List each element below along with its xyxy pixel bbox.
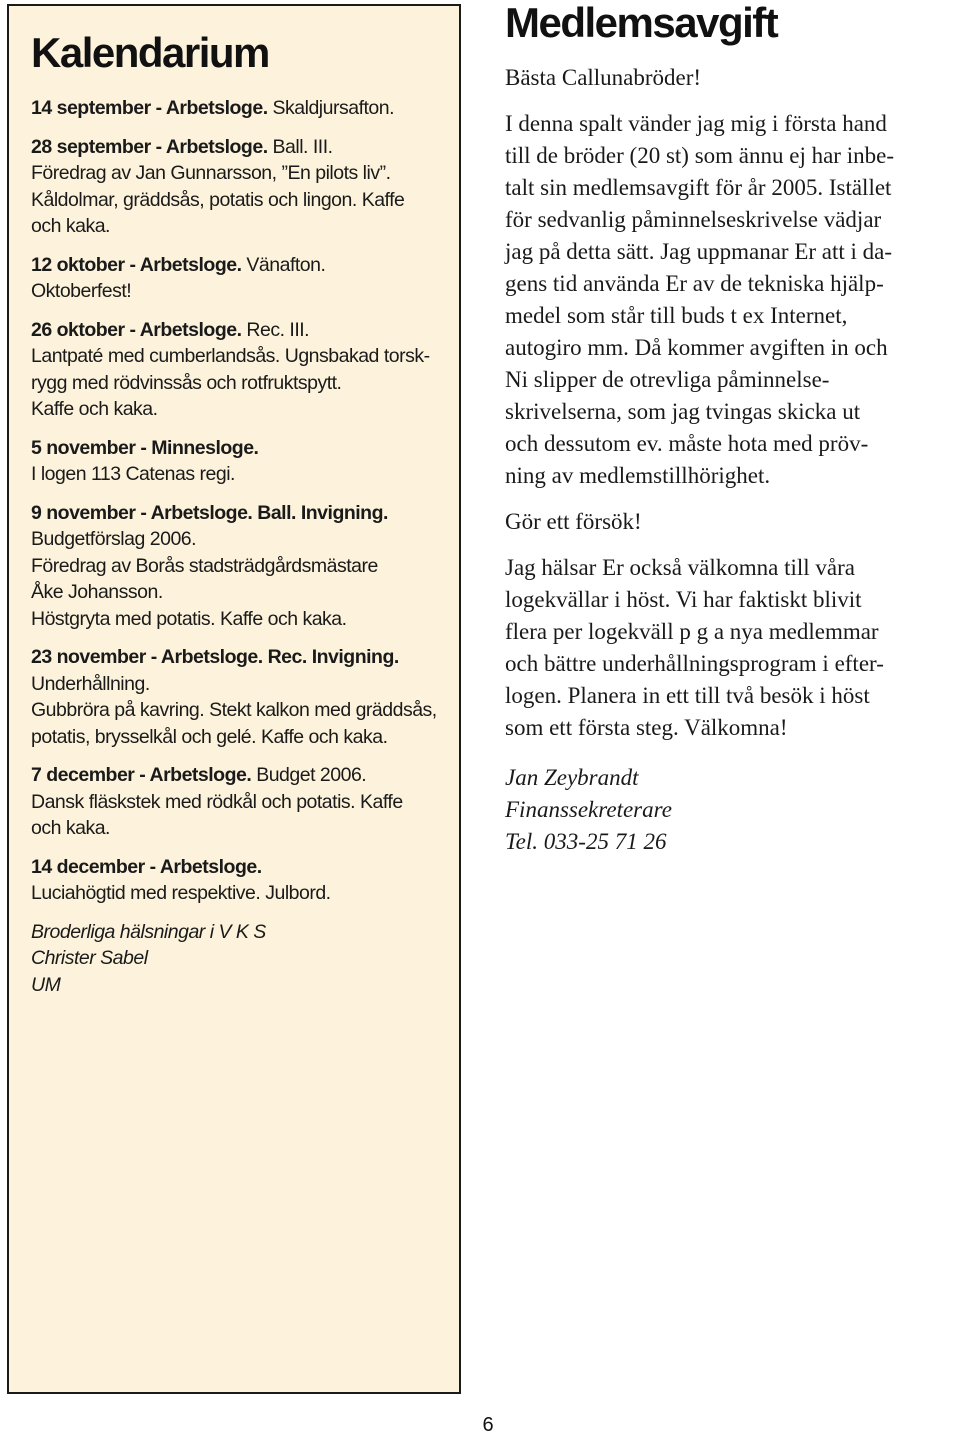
salutation [505,62,955,94]
event-detail: Kåldolmar, gräddsås, potatis och lingon. Kaffe [31,188,405,211]
paragraph-line: Gör ett försök! [505,509,642,534]
paragraph-line: Ni slipper de otrevliga påminnelse- [505,367,830,392]
event-detail: Föredrag av Jan Gunnarsson, ”En pilots liv”. [31,162,391,184]
event-heading: 23 november - Arbetsloge. Rec. Invigning. [31,646,399,668]
event-detail: Kaffe och kaka. [31,398,158,420]
paragraph-line: medel som står till buds t ex Internet, [505,303,848,328]
event-item [31,854,439,907]
paragraph-line: för sedvanlig påminnelseskrivelse vädjar [505,207,882,232]
event-heading: 26 oktober - Arbetsloge. [31,318,242,341]
event-heading: 14 december - Arbetsloge. [31,855,262,878]
event-item [31,317,439,423]
paragraph-line: Bästa Callunabröder! [505,65,702,90]
paragraph-line: gens tid använda Er av de tekniska hjälp- [505,271,884,296]
body-paragraph [505,506,955,538]
event-item [31,762,439,842]
page-number: 6 [482,1414,494,1436]
event-detail: Luciahögtid med respektive. Julbord. [31,882,331,904]
paragraph-line: logekvällar i höst. Vi har faktiskt blivit [505,587,862,612]
event-detail: I logen 113 Catenas regi. [31,463,235,485]
paragraph-line: autogiro mm. Då kommer avgiften in och [505,335,888,360]
event-item [31,252,439,305]
author-name: Jan Zeybrandt [505,765,639,790]
paragraph-line: och bättre underhållningsprogram i efter- [505,651,884,676]
paragraph-line: och dessutom ev. måste hota med pröv- [505,431,869,456]
event-item [31,644,439,750]
author-role: Finanssekreterare [505,797,672,822]
event-detail: och kaka. [31,215,110,237]
kalendarium-box [7,4,461,1394]
event-note: Budget 2006. [251,764,367,786]
kalendarium-title: Kalendarium [31,29,269,76]
event-detail: Budgetförslag 2006. [31,528,197,550]
medlemsavgift-title: Medlemsavgift [505,0,778,46]
event-detail: och kaka. [31,817,110,839]
event-note: Skaldjursafton. [267,97,395,119]
body-paragraph [505,108,955,492]
event-note: Ball. III. [267,135,333,158]
paragraph-line: logen. Planera in ett till två besök i höst [505,683,870,708]
event-list [31,95,439,907]
event-heading: 9 november - Arbetsloge. Ball. Invigning. [31,501,388,524]
event-detail: potatis, brysselkål och gelé. Kaffe och kaka. [31,725,388,748]
event-note: Vänafton. [241,253,326,276]
kalendarium-signature [31,919,439,999]
event-item [31,500,439,633]
event-detail: Lantpaté med cumberlandsås. Ugnsbakad torsk- [31,345,430,367]
event-item [31,95,439,122]
event-detail: Höstgryta med potatis. Kaffe och kaka. [31,607,347,630]
paragraph-line: ning av medlemstillhörighet. [505,463,771,488]
author-phone: Tel. 033-25 71 26 [505,829,667,854]
event-heading: 14 september - Arbetsloge. [31,97,268,119]
paragraph-line: flera per logekväll p g a nya medlemmar [505,619,879,644]
medlemsavgift-column [505,0,955,858]
event-heading: 12 oktober - Arbetsloge. [31,253,242,276]
body-paragraph [505,552,955,744]
paragraph-line: I denna spalt vänder jag mig i första hand [505,111,887,136]
event-detail: Föredrag av Borås stadsträdgårdsmästare [31,554,378,577]
paragraph-line: jag på detta sätt. Jag uppmanar Er att i da- [505,239,893,264]
event-heading: 28 september - Arbetsloge. [31,135,268,158]
signature-line: Christer Sabel [31,947,148,969]
event-note: Rec. III. [241,318,310,341]
paragraph-line: till de bröder (20 st) som ännu ej har inbe- [505,143,894,168]
signature-line: UM [31,973,61,996]
event-heading: 5 november - Minnesloge. [31,436,259,459]
paragraph-line: skrivelserna, som jag tvingas skicka ut [505,399,861,424]
event-item [31,134,439,240]
author-signature [505,762,955,858]
paragraph-line: som ett första steg. Välkomna! [505,715,788,740]
paragraph-line: Jag hälsar Er också välkomna till våra [505,555,855,580]
paragraph-line: talt sin medlemsavgift för år 2005. Istället [505,175,892,200]
event-item [31,435,439,488]
event-detail: Åke Johansson. [31,581,163,603]
event-detail: rygg med rödvinssås och rotfruktspytt. [31,371,342,394]
signature-line: Broderliga hälsningar i V K S [31,920,266,943]
event-detail: Underhållning. [31,672,150,695]
event-detail: Dansk fläskstek med rödkål och potatis. Kaffe [31,790,403,813]
event-heading: 7 december - Arbetsloge. [31,764,252,786]
event-detail: Oktoberfest! [31,280,132,302]
event-detail: Gubbröra på kavring. Stekt kalkon med gräddsås, [31,699,437,721]
